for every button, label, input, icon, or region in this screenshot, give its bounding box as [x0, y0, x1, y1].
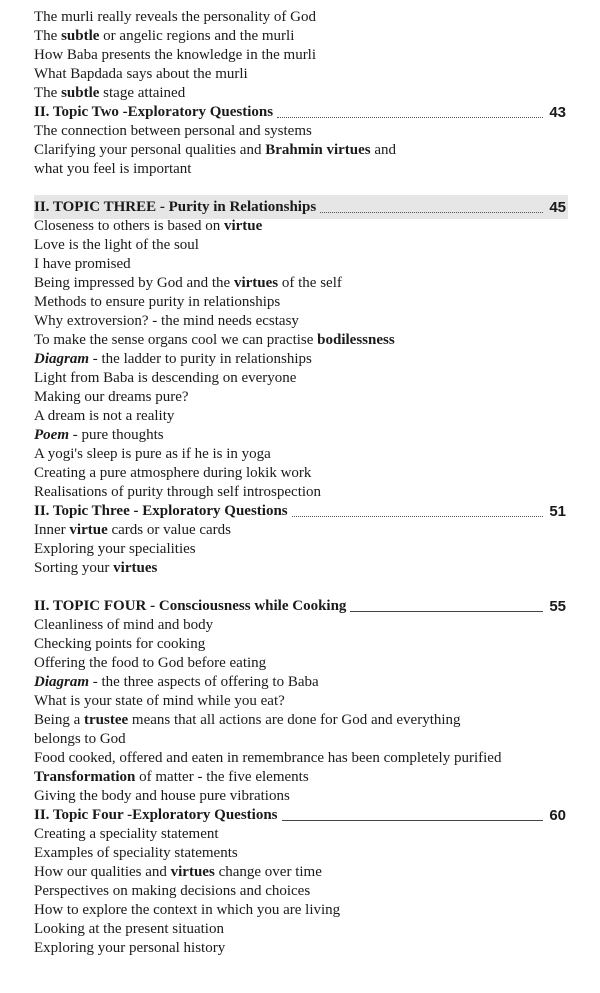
toc-entry: Looking at the present situation — [34, 921, 224, 937]
toc-entry: How to explore the context in which you are living — [34, 902, 341, 918]
section-heading-topic-two-questions: II. Topic Two -Exploratory Questions 43 — [34, 104, 566, 121]
toc-entry: A yogi's sleep is pure as if he is in yoga — [34, 446, 271, 462]
toc-entry: Why extroversion? - the mind needs ecstasy — [34, 313, 299, 329]
toc-entry: Creating a pure atmosphere during lokik work — [34, 465, 312, 481]
toc-entry: Light from Baba is descending on everyone — [34, 370, 297, 386]
toc-entry: Exploring your personal history — [34, 940, 226, 956]
toc-entry: How Baba presents the knowledge in the murli — [34, 47, 317, 63]
toc-entry: The subtle stage attained — [34, 85, 186, 101]
toc-entry: Examples of speciality statements — [34, 845, 238, 861]
section-heading-topic-four: II. TOPIC FOUR - Consciousness while Cooking 55 — [34, 598, 566, 615]
page-number: 60 — [549, 807, 566, 824]
toc-entry: Food cooked, offered and eaten in remembrance has been completely purified — [34, 750, 502, 766]
toc-entry: what you feel is important — [34, 161, 192, 177]
toc-entry: The murli really reveals the personality of God — [34, 9, 316, 25]
page-number: 45 — [549, 199, 566, 216]
toc-entry: Creating a speciality statement — [34, 826, 219, 842]
toc-entry: The connection between personal and systems — [34, 123, 312, 139]
toc-entry: The subtle or angelic regions and the murli — [34, 28, 295, 44]
toc-entry: Being a trustee means that all actions are done for God and everything — [34, 712, 461, 728]
section-heading-topic-four-questions: II. Topic Four -Exploratory Questions 60 — [34, 807, 566, 824]
toc-entry: Perspectives on making decisions and choices — [34, 883, 311, 899]
toc-entry: Poem - pure thoughts — [34, 427, 164, 443]
page-number: 43 — [549, 104, 566, 121]
toc-entry: Being impressed by God and the virtues of the self — [34, 275, 342, 291]
toc-entry: Checking points for cooking — [34, 636, 206, 652]
toc-entry: Cleanliness of mind and body — [34, 617, 214, 633]
toc-entry: I have promised — [34, 256, 131, 272]
toc-entry: Offering the food to God before eating — [34, 655, 267, 671]
toc-entry: Realisations of purity through self introspection — [34, 484, 322, 500]
toc-entry: Transformation of matter - the five elements — [34, 769, 309, 785]
toc-entry: belongs to God — [34, 731, 126, 747]
toc-entry: Inner virtue cards or value cards — [34, 522, 232, 538]
toc-entry: What is your state of mind while you eat? — [34, 693, 285, 709]
section-heading-topic-three: II. TOPIC THREE - Purity in Relationships 45 — [34, 199, 566, 216]
toc-entry: Exploring your specialities — [34, 541, 196, 557]
toc-entry: To make the sense organs cool we can practise bodilessness — [34, 332, 395, 348]
toc-entry: A dream is not a reality — [34, 408, 175, 424]
toc-entry: How our qualities and virtues change over time — [34, 864, 322, 880]
toc-entry: Making our dreams pure? — [34, 389, 189, 405]
toc-entry: Diagram - the ladder to purity in relationships — [34, 351, 312, 367]
toc-entry: Giving the body and house pure vibrations — [34, 788, 290, 804]
toc-entry: Diagram - the three aspects of offering to Baba — [34, 674, 319, 690]
toc-entry: What Bapdada says about the murli — [34, 66, 248, 82]
page-number: 55 — [549, 598, 566, 615]
page-number: 51 — [549, 503, 566, 520]
toc-entry: Love is the light of the soul — [34, 237, 199, 253]
toc-entry: Closeness to others is based on virtue — [34, 218, 263, 234]
toc-entry: Methods to ensure purity in relationships — [34, 294, 281, 310]
section-heading-topic-three-questions: II. Topic Three - Exploratory Questions 51 — [34, 503, 566, 520]
toc-entry: Clarifying your personal qualities and Brahmin virtues and — [34, 142, 397, 158]
toc-entry: Sorting your virtues — [34, 560, 158, 576]
